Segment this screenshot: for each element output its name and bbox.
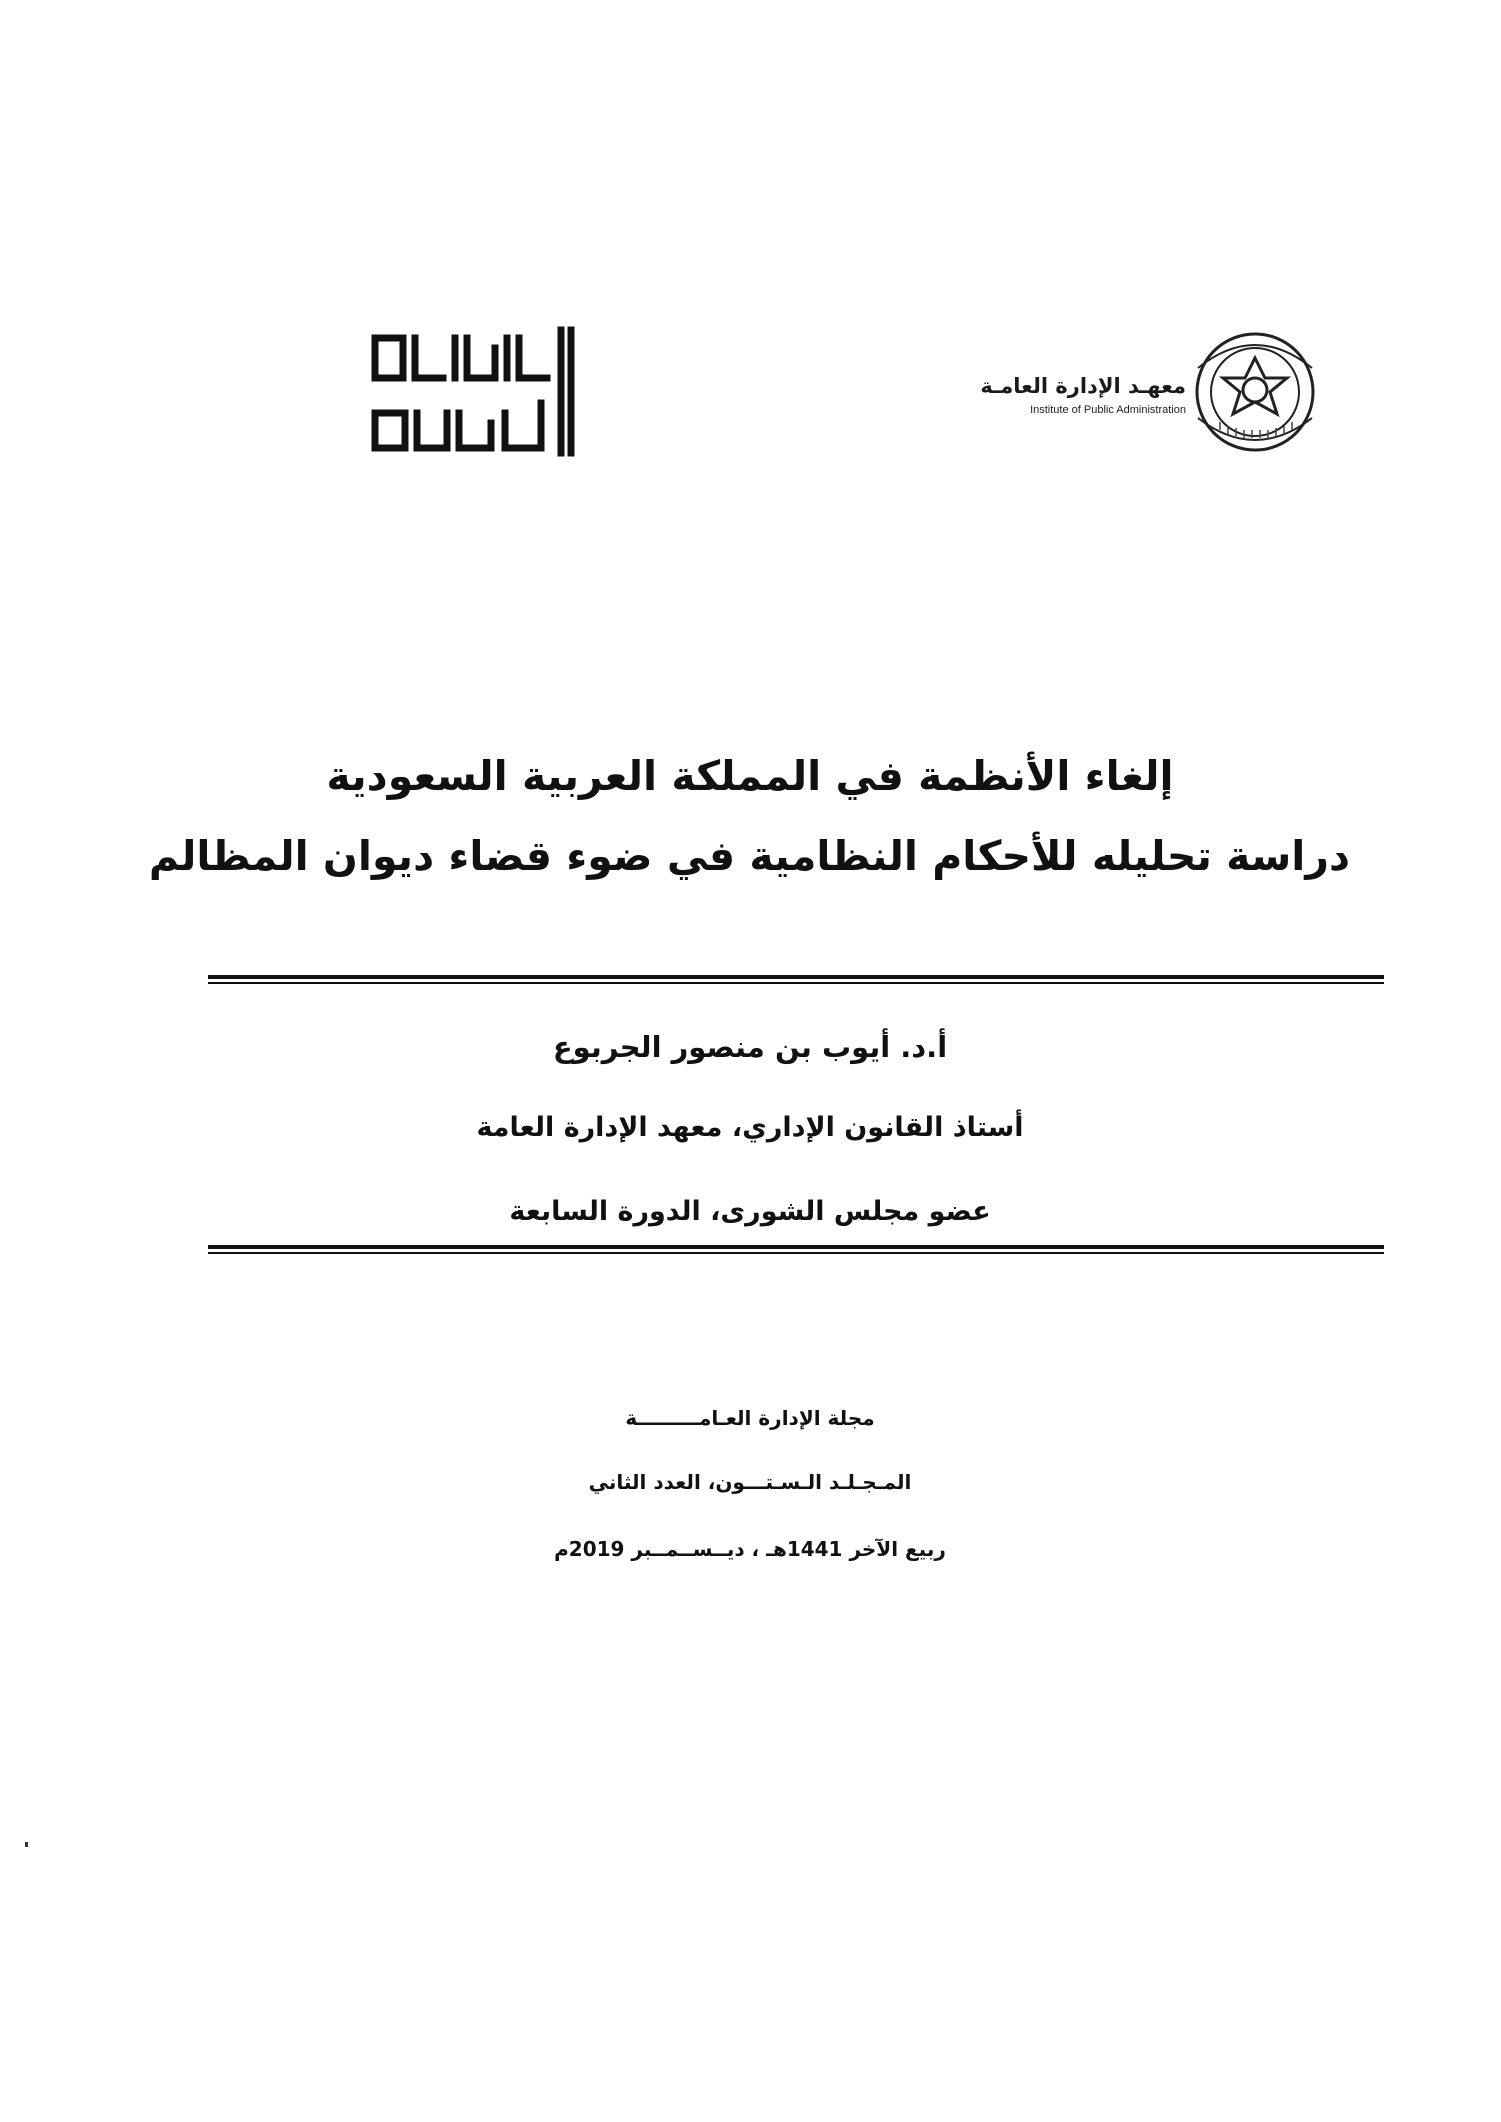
divider-top <box>208 975 1384 984</box>
journal-name: مجلة الإدارة العـامـــــــــة <box>625 1406 875 1430</box>
divider-bottom <box>208 1245 1384 1254</box>
paper-title-line-2: دراسة تحليله للأحكام النظامية في ضوء قضاء ديوان المظالم <box>148 832 1350 880</box>
journal-logo-mark <box>365 318 595 468</box>
author-name: أ.د. أيوب بن منصور الجربوع <box>552 1030 948 1064</box>
institute-header <box>960 322 1320 472</box>
institute-name-arabic: معهـد الإدارة العامـة <box>980 374 1186 398</box>
scan-speck <box>25 1842 28 1847</box>
journal-volume: المـجـلـد الـسـتـــون، العدد الثاني <box>588 1470 912 1494</box>
author-membership: عضو مجلس الشورى، الدورة السابعة <box>509 1196 991 1227</box>
author-position: أستاذ القانون الإداري، معهد الإدارة العامة <box>476 1112 1024 1143</box>
institute-name-english: Institute of Public Administration <box>1030 404 1186 416</box>
paper-title-line-1: إلغاء الأنظمة في المملكة العربية السعودية <box>326 752 1174 800</box>
institute-seal-icon <box>1190 322 1320 462</box>
journal-date: ربيع الآخر 1441هـ ، ديــســمــبر 2019م <box>554 1537 946 1561</box>
journal-logo <box>365 318 595 468</box>
